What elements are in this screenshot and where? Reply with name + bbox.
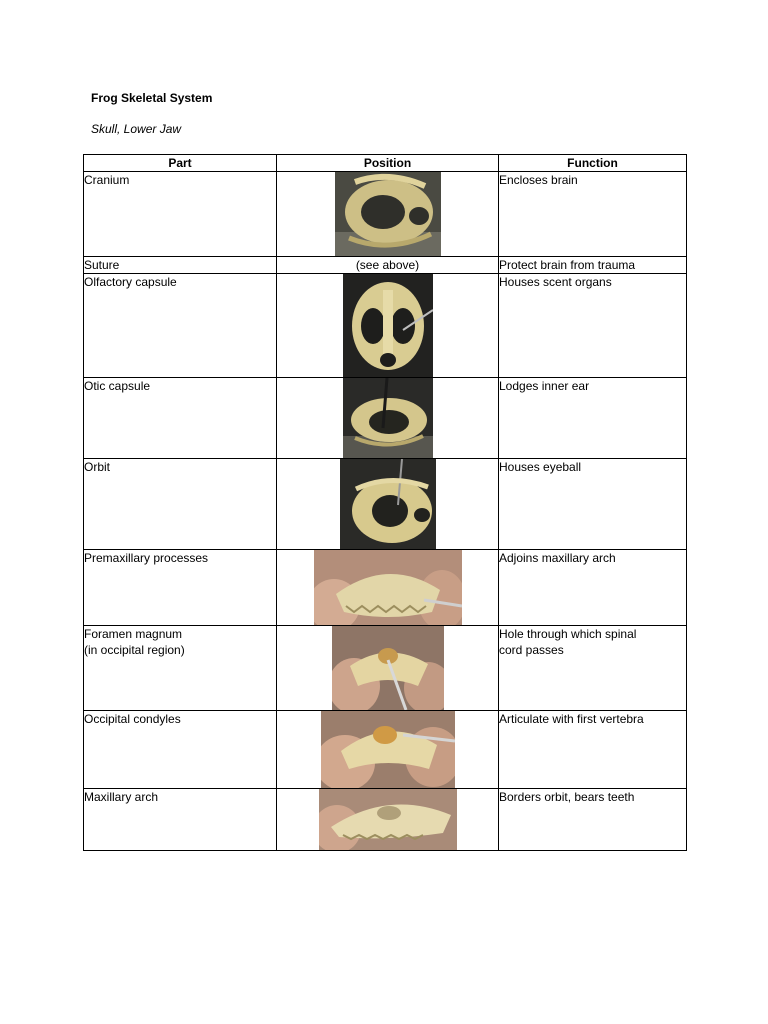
document-subtitle: Skull, Lower Jaw [91, 122, 182, 136]
premaxillary-processes-photo [314, 550, 462, 625]
part-cell: Premaxillary processes [84, 550, 277, 626]
header-part: Part [84, 155, 277, 172]
function-cell: Adjoins maxillary arch [499, 550, 687, 626]
foramen-magnum-photo [332, 626, 444, 710]
table-row [84, 378, 687, 459]
table-row [84, 172, 687, 257]
part-cell: Cranium [84, 172, 277, 257]
function-cell: Houses scent organs [499, 274, 687, 378]
cranium-photo [335, 172, 441, 256]
table-header-row [84, 155, 687, 172]
part-cell: Orbit [84, 459, 277, 550]
function-cell: Protect brain from trauma [499, 257, 687, 274]
orbit-photo [340, 459, 436, 549]
function-cell: Lodges inner ear [499, 378, 687, 459]
position-cell [277, 274, 499, 378]
maxillary-arch-photo [319, 789, 457, 850]
part-cell: Foramen magnum (in occipital region) [84, 626, 277, 711]
function-cell: Articulate with first vertebra [499, 711, 687, 789]
header-position: Position [277, 155, 499, 172]
table-row [84, 550, 687, 626]
table-row [84, 711, 687, 789]
table-row [84, 257, 687, 274]
position-cell: (see above) [277, 257, 499, 274]
position-cell [277, 459, 499, 550]
document-title: Frog Skeletal System [91, 91, 213, 105]
function-cell: Borders orbit, bears teeth [499, 789, 687, 851]
table-row [84, 789, 687, 851]
olfactory-capsule-photo [343, 274, 433, 377]
part-cell: Maxillary arch [84, 789, 277, 851]
position-cell [277, 172, 499, 257]
position-cell [277, 378, 499, 459]
table-row [84, 626, 687, 711]
function-cell: Houses eyeball [499, 459, 687, 550]
part-cell: Olfactory capsule [84, 274, 277, 378]
position-cell [277, 626, 499, 711]
position-cell [277, 789, 499, 851]
part-cell: Occipital condyles [84, 711, 277, 789]
part-cell: Otic capsule [84, 378, 277, 459]
position-cell [277, 550, 499, 626]
position-cell [277, 711, 499, 789]
occipital-condyles-photo [321, 711, 455, 788]
function-cell: Encloses brain [499, 172, 687, 257]
function-cell: Hole through which spinal cord passes [499, 626, 687, 711]
table-row [84, 274, 687, 378]
part-cell: Suture [84, 257, 277, 274]
skeletal-parts-table [83, 154, 687, 851]
table-row [84, 459, 687, 550]
header-function: Function [499, 155, 687, 172]
otic-capsule-photo [343, 378, 433, 458]
